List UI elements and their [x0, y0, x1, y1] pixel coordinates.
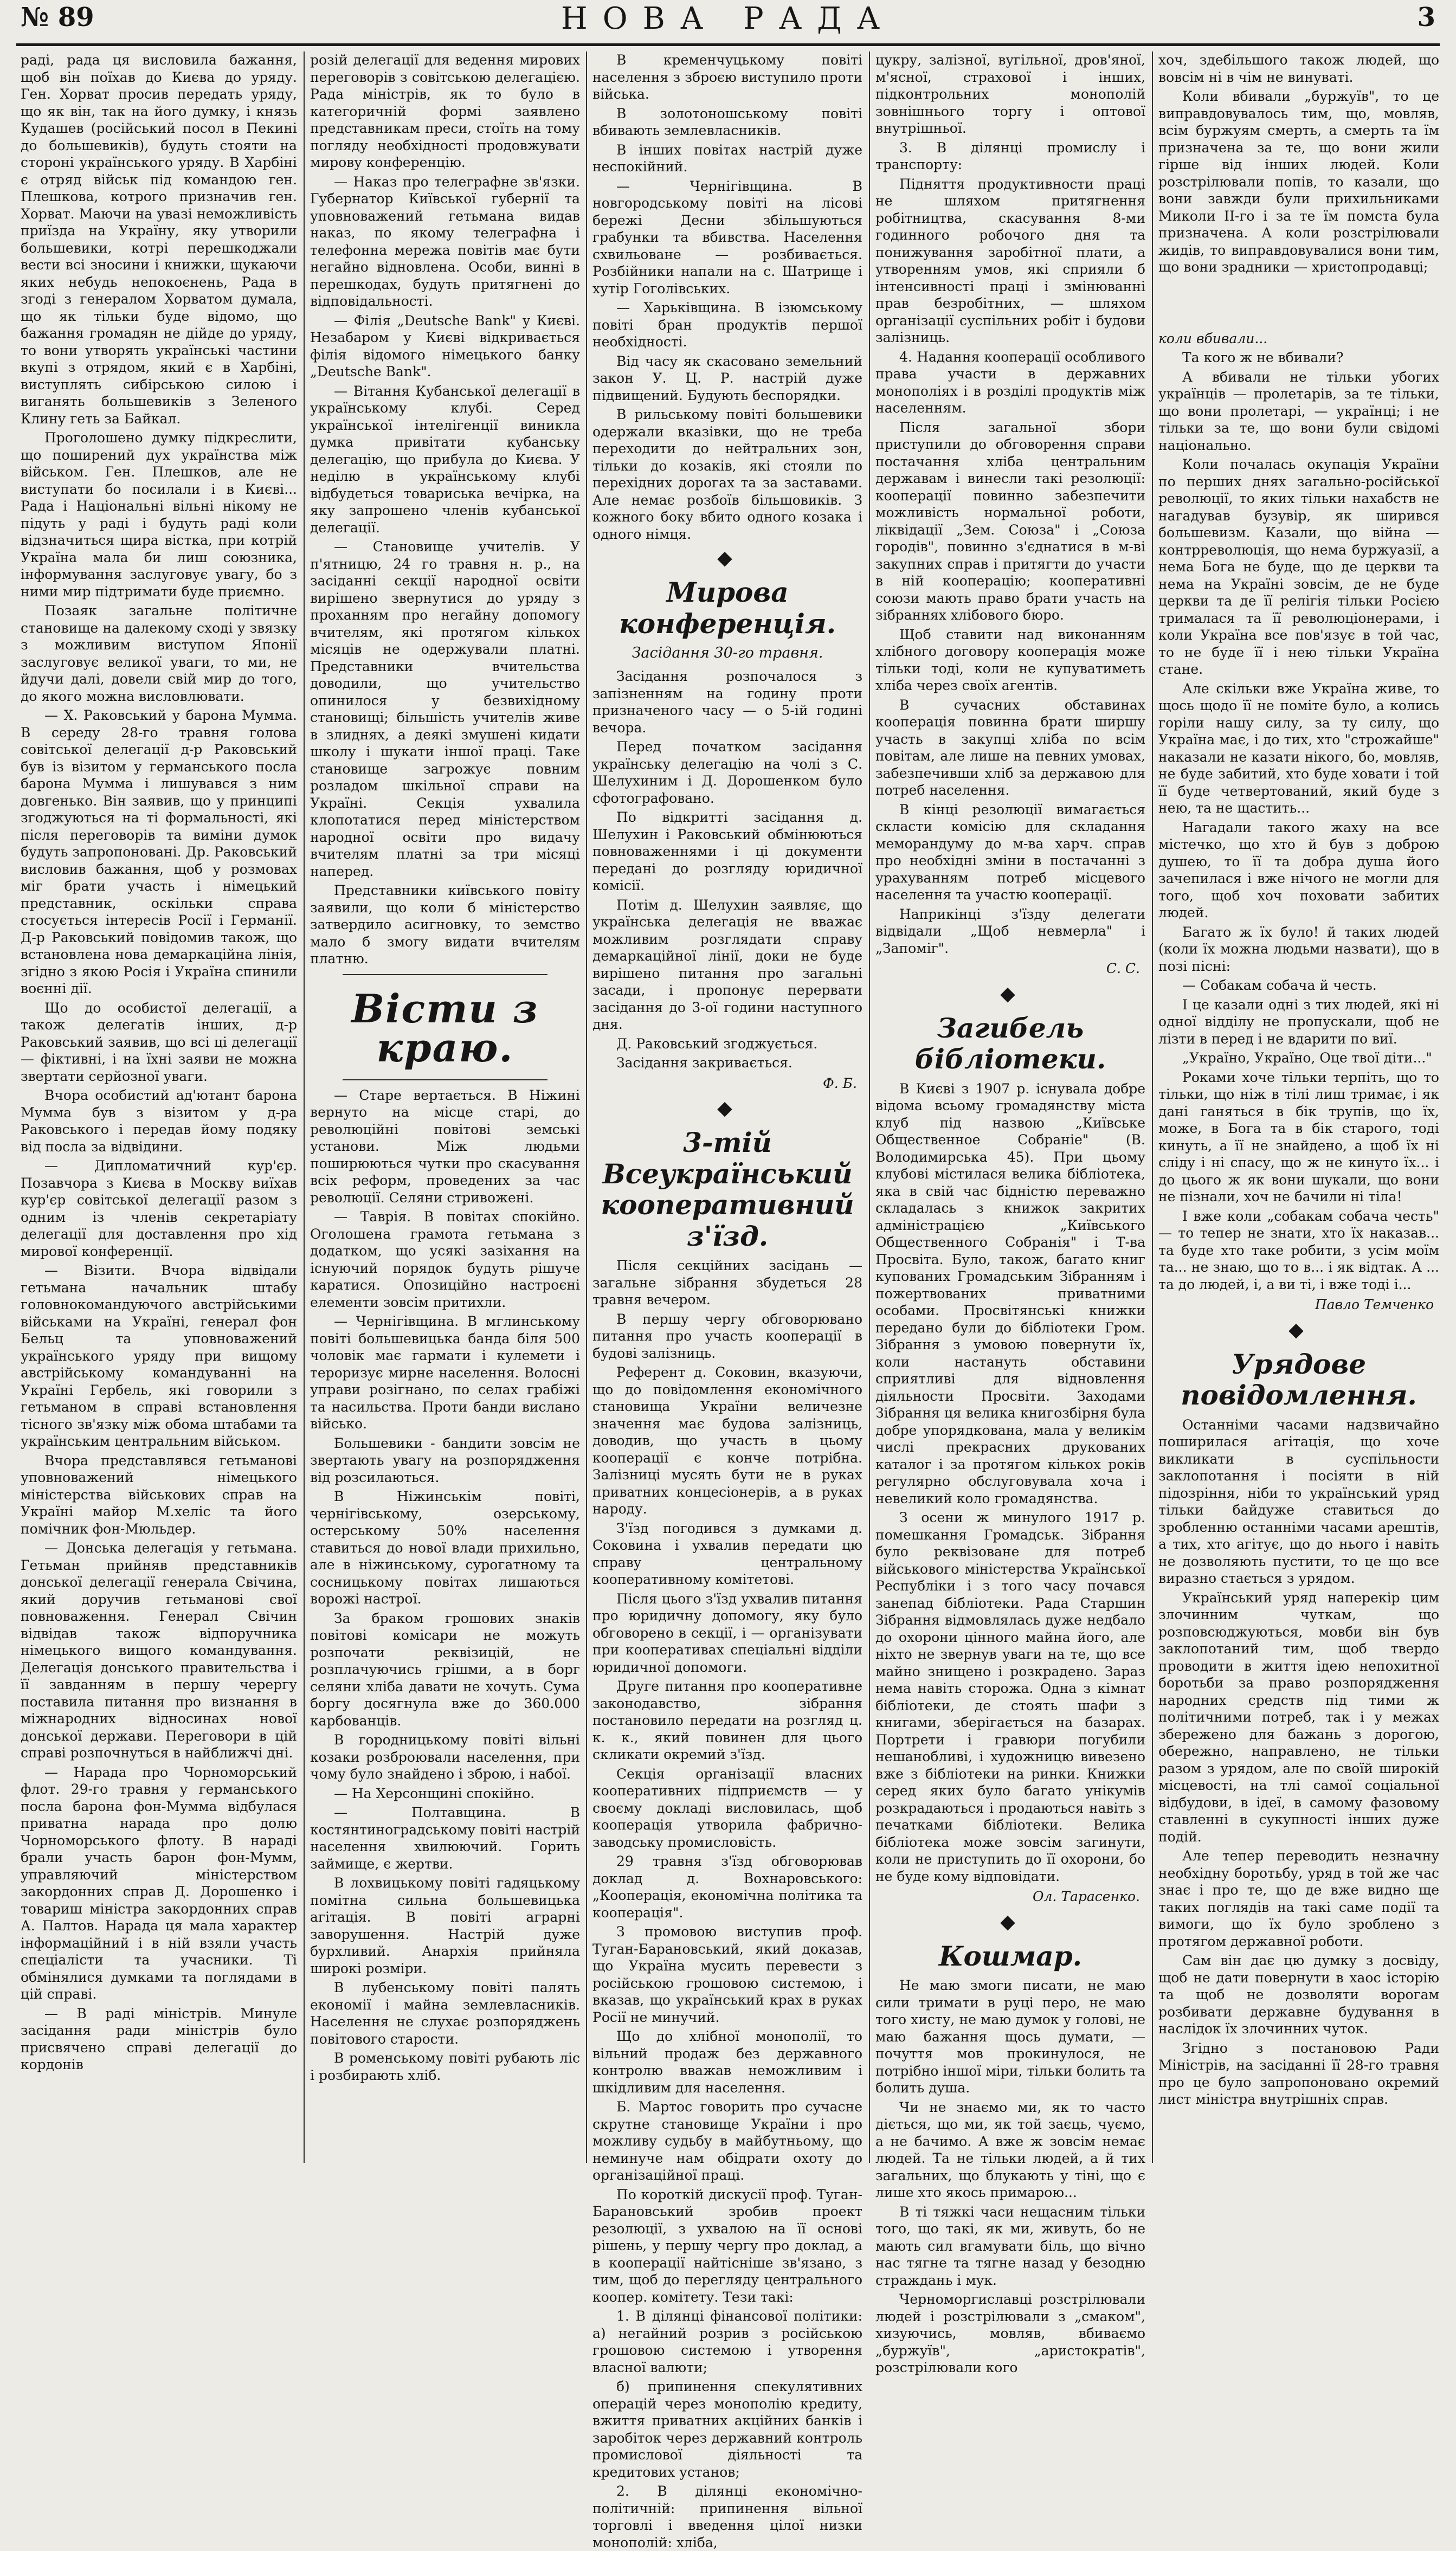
article-paragraph: — Собакам собача й честь.	[1182, 977, 1377, 993]
article-paragraph: Сам він дає цю думку з досвіду, щоб не дати повернути в хаос історію та щоб не дозволяти ворогам розбивати державне будування в наслідок їх злочинних чуток.	[1158, 1953, 1439, 2037]
article-paragraph: коли вбивали...	[1158, 330, 1268, 346]
section-heading-cooperative-congress: 3-тій Всеукраїнський кооперативний з'їзд.	[601, 1126, 854, 1252]
article-paragraph: В городницькому повіті вільні козаки розброювали населення, при чому було знайдено і зброю, і набої.	[310, 1732, 580, 1782]
quoted-verse: „Україно, Україно, Оце твої діти..."	[1182, 1050, 1432, 1066]
author-signature: Павло Темченко	[1315, 1297, 1434, 1312]
article-paragraph: б) припинення спекулятивних операцій через монополію кредиту, вжиття приватних акційних банків і заробіток через державний контроль промислової діяльності та кредитових установ;	[592, 2379, 862, 2480]
news-item: — Донська делегація у гетьмана. Гетьман прийняв представників донської делегації генерала Свічина, який доручив гетьманові свої повноваження. Генерал Свічин відвідав також відпоручника німецького вищого командування. Делегація донського правительства і її завданням в першу черергу поставила питання про визнання в міжнародних відносинах нової донської держави. Переговори в цій справі розпочнуться в найближчі дні.	[21, 1540, 297, 1761]
article-paragraph: В кінці резолюції вимагається скласти комісію для складання меморандуму до м-ва харч. справ про необхідні зміни в постачанні з урахуванням потреб місцевого населення та участю кооперації.	[875, 801, 1145, 903]
article-paragraph: Не маю змоги писати, не маю сили тримати в руці перо, не маю того хисту, не маю думок у голові, не маю бажання щось думати, — почуття мов прокинулося, не потрібно іншої міри, тільки болить та болить душа.	[875, 1977, 1145, 2096]
article-paragraph: розій делегації для ведення мирових переговорів з совітською делегацією. Рада міністрів, як то було в категоричній формі заявлено представникам преси, стоїть на тому погляду необхідності продовжувати мирову конференцію.	[310, 52, 580, 170]
article-paragraph: Чи не знаємо ми, як то часто діється, що ми, як той заєць, чуємо, а не бачимо. А вже ж зовсім немає людей. Та не тільки людей, а й тих загальних, що блукають у тіні, що є лише хто якось примарою...	[875, 2099, 1145, 2200]
news-item: — Вітання Кубанської делегації в українському клубі. Серед української інтелігенції виникла думка привітати кубанську делегацію, що прибула до Києва. У неділю в українському клубі відбудеться товариська вечірка, на яку запрошено членів кубанської делегації.	[310, 383, 580, 536]
article-paragraph: З промовою виступив проф. Туган-Барановський, який доказав, що Україна мусить перевести з російською грошовою системою, і вказав, що український крах в руках Росії не минучий.	[592, 1924, 862, 2025]
article-paragraph: А вбивали не тільки убогих українців — пролетарів, за те тільки, що вони пролетарі, — українці; і не тільки за те, що вони були свідомі національно.	[1158, 369, 1439, 453]
news-item: — Чернігівщина. В мглинському повіті большевицька банда біля 500 чоловік має гармати і кулемети і тероризує мирне населення. Волосні управи розігнано, по селах грабіжі та насильства. Проти банди вислано військо.	[310, 1313, 580, 1432]
article-paragraph: В рильському повіті большевики одержали вказівки, що не треба переходити до нейтральних зон, тільки до козаків, які стояли по перехідних дорогах та за заставами. Але немає розбоїв більшовиків. З кожного боку вбито одного козака і одного німця.	[592, 407, 862, 542]
article-paragraph: Наприкінці з'їзду делегати відвідали „Щоб невмерла" і „Запоміг".	[875, 906, 1145, 956]
column-5	[1158, 51, 1439, 2163]
article-paragraph: 2. В ділянці економічно-політичній: припинення вільної торговлі і введення цілої низки монополій: хліба,	[592, 2483, 862, 2550]
article-paragraph: Багато ж їх було! й таких людей (коли їх можна людьми назвати), що в позі пісні:	[1158, 924, 1439, 974]
author-signature: Ф. Б.	[823, 1075, 857, 1091]
article-paragraph: Коли почалась окупація України по перших днях загально-російської революції, то яких тільки нахабств не нагадував бузувір, як ширився большевизм. Казали, що війна — контрреволюція, що нема буржуазії, а нема Бога не буде, що де церкви та нема на Україні зовсім, де не буде церкви та де її релігія тільки Росією трималася та її революціонерами, і коли Україна все пов'язує в той час, то не буде її і нею тільки Україна стане.	[1158, 456, 1439, 677]
article-paragraph: цукру, залізної, вугільної, дров'яної, м'ясної, страхової і інших, підконтрольних монополій зовнішнього торгу і оптової внутрішньої.	[875, 52, 1145, 136]
article-paragraph: І це казали одні з тих людей, які ні одної відділу не пропускали, щоб не лізти в перед і не вдарити по виї.	[1158, 996, 1439, 1047]
news-item: — На Херсонщині спокійно.	[334, 1785, 535, 1801]
news-item: — Таврія. В повітах спокійно. Оголошена грамота гетьмана з додатком, що усякі зазіхання на існуючий порядок будуть рішуче каратися. Опозиційно настроєні елементи зовсім притихли.	[310, 1209, 580, 1310]
article-paragraph: Д. Раковський згоджується.	[616, 1035, 818, 1052]
news-item: — Дипломатичний кур'єр. Позавчора з Києва в Москву виїхав кур'єр совітської делегації разом з одним із членів секретаріату делегації для доставлення про хід мирової конференції.	[21, 1158, 297, 1259]
ornament-divider: ◆	[717, 547, 738, 569]
article-paragraph: Друге питання про кооперативне законодавство, зібрання постановило передати на розгляд ц. к. к., який повинен для цього скликати окремий з'їзд.	[592, 1678, 862, 1762]
news-item: — Становище учителів. У п'ятницю, 24 го травня н. р., на засіданні секції народної освіти вирішено звернутися до уряду з проханням про негайну допомогу вчителям, які протягом кількох місяців не одержували платні. Представники вчительства доводили, що учительство опинилося у безвихідному становищі; більшість учителів живе в злиднях, а деякі змушені кидати школу і шукати іншої праці. Таке становище загрожує повним розладом шкільної справи на Україні. Секція ухвалила клопотатися перед міністерством народної освіти про видачу вчителям платні за три місяці наперед.	[310, 539, 580, 879]
article-paragraph: Щоб ставити над виконанням хлібного договору кооперація може тільки тоді, коли не купуватиметь хліба через своїх агентів.	[875, 626, 1145, 693]
article-paragraph: Згідно з постановою Ради Міністрів, на засіданні її 28-го травня про це було запропоновано окремий лист міністра внутрішніх справ.	[1158, 2040, 1439, 2107]
article-paragraph: З осени ж минулого 1917 р. помешкання Громадськ. Зібрання було реквізоване для потреб військового міністерства Української Республіки і з того часу почався занепад бібліотеки. Рада Старшин Зібрання відмовлялась дуже недбало до охорони цінного майна його, але ніхто не звернув уваги на те, що все майно знищено і розкрадено. Зараз нема навіть сторожа. Одна з кімнат бібліотеки, де стоять шафи з книгами, зберігається на базарах. Портрети і гравюри погубили нешанобливі, і художницю вивезено вже з бібліотеки на ринки. Книжки серед яких було багато унікумів розкрадаються і продаються навіть з печатками бібліотеки. Велика бібліотека може зовсім загинути, коли не приступить до її охорони, бо не буде кому відповідати.	[875, 1510, 1145, 1884]
section-heading-government-notice: Урядове повідомлення.	[1181, 1348, 1417, 1411]
issue-number: № 89	[21, 2, 94, 33]
section-separator	[343, 1079, 547, 1080]
column-4	[875, 51, 1145, 2375]
article-paragraph: В Києві з 1907 р. існувала добре відома всьому громадянству міста клуб під назвою „Київське Общественное Собраніе" (В. Володимирська 45). При цьому клубові містилася велика бібліотека, яка в свій час бідністю переважно складалась з книжок закритих адміністрацією „Київського Общественного Собранія" і Т-ва Просвіта. Було, також, багато книг купованих Громадським Зібранням і пожертвованих приватними особами. Просвітянські книжки передано були до бібліотеки Гром. Зібрання з умовою повернути їх, коли настануть обставини сприятливі для відновлення діяльности Просвіти. Заходами Зібрання ця велика книгозбірня була добре упорядкована, мала у великім числі прекрасних друкованих каталог і за протягом кількох років регулярно обслуговувала хоча і невеликий коло громадянства.	[875, 1080, 1145, 1506]
article-paragraph: Підняття продуктивности праці не шляхом притягнення робітництва, скасування 8-ми годинного робочого дня та понижування заробітної плати, а утворенням умов, які сприяли б інтенсивності праці і змінюванні прав безробітних, — шляхом організації суспільних робіт і будови залізниць.	[875, 176, 1145, 345]
article-paragraph: Роками хоче тільки терпіть, що то тільки, що ніж в тілі лиш тримає, і як дані ганяться в бік трупів, що їх, може, в Бога та в бік старого, тоді кинуть, а її не знайдено, а щоб їх ні сліду і ні спасу, що ж не кинуто їх... і до цього ж як вони шукали, що вони не пізнали, хоч не бачили ні тіла!	[1158, 1069, 1439, 1204]
column-2	[310, 51, 580, 2163]
article-paragraph: По відкритті засідання д. Шелухин і Раковський обмінюються повноваженнями і ці документи передані до розгляду юридичної комісії.	[592, 809, 862, 893]
article-paragraph: Большевики - бандити зовсім не звертають увагу на розпорядження від розсилаються.	[310, 1435, 580, 1485]
article-paragraph: В золотоношському повіті вбивають землевласників.	[592, 105, 862, 138]
article-paragraph: Що до особистої делегації, а також делегатів інших, д-р Раковський заявив, що всі ці делегації — фіктивні, і на їхні заяви не можна звертати серйозної уваги.	[21, 1000, 297, 1084]
news-item: — Наказ про телеграфне зв'язки. Губернатор Київської губернії та уповноважений гетьмана видав наказ, по якому телеграфна і телефонна мережа повітів має бути негайно відновлена. Особи, винні в перешкодах, будуть притягнені до відповідальності.	[310, 173, 580, 309]
column-3	[592, 51, 862, 2550]
article-paragraph: Але скільки вже Україна живе, то щось щодо її не поміте було, а колись горіли нашу силу, за ту силу, що Україна має, і до тих, хто "строжайше" наказали не казати нікого, бо, мовляв, не буде забитий, хто буде ховати і той її буде четвертований, який буде з нею, та не щастить...	[1158, 680, 1439, 816]
article-paragraph: З'їзд погодився з думками д. Соковина і ухвалив передати цю справу центральному кооперативному комітетові.	[592, 1520, 862, 1587]
article-paragraph: По короткій дискусії проф. Туган-Барановський зробив проект резолюції, з ухвалою на її основі рішень, у першу чергу про доклад, а в кооперації найтісніше зв'язано, з тим, щоб до перегляду центрального коопер. комітету. Тези такі:	[592, 2186, 862, 2305]
article-paragraph: 29 травня з'їзд обговорював доклад д. Вохнаровського: „Кооперація, економічна політика та кооперація".	[592, 1853, 862, 1921]
article-paragraph: Перед початком засідання українську делегацію на чолі з С. Шелухиним і Д. Дорошенком було сфотографовано.	[592, 739, 862, 806]
ornament-divider: ◆	[1000, 1910, 1021, 1933]
column-divider	[586, 51, 587, 2163]
article-paragraph: В Ніжинськім повіті, чернігівському, озерському, остерському 50% населення ставиться до нової влади прихильно, але в ніжинському, сурогатному та сосницькому повітах лишаються ворожі настрої.	[310, 1489, 580, 1607]
newspaper-title: НОВА РАДА	[561, 1, 895, 36]
news-item: — Візити. Вчора відвідали гетьмана начальник штабу головнокомандуючого австрійськими військами на Україні, генерал фон Бельц та уповноважений українського уряду при вищому австрійському командуванні на Україні Гербель, які говорили з гетьманом в справі встановлення тісного зв'язку між обома штабами та українським центральним військом.	[21, 1262, 297, 1449]
article-paragraph: В кременчуцькому повіті населення з зброєю виступило проти війська.	[592, 52, 862, 102]
article-paragraph: В сучасних обставинах кооперація повинна брати ширшу участь в закупці хліба по всім повітам, але лише на певних умовах, забезпечивши хліб за державою для потреб населення.	[875, 697, 1145, 798]
ornament-divider: ◆	[1000, 982, 1021, 1005]
article-paragraph: 4. Надання кооперації особливого права участи в державних монополіях і в розділі продуктів між населенням.	[875, 349, 1145, 416]
section-separator	[343, 974, 547, 975]
section-heading-nightmare: Кошмар.	[938, 1940, 1083, 1972]
column-1	[21, 51, 297, 2163]
news-item: — Полтавщина. В костянтиноградському повіті настрій населення хвилюючий. Горить займище, є жертви.	[310, 1805, 580, 1872]
article-paragraph: Вчора особистий ад'ютант барона Мумма був з візитом у д-ра Раковського і передав йому подяку від посла за відвідини.	[21, 1087, 297, 1155]
news-item: — Чернігівщина. В новгородському повіті на лісові бережі Десни збільшуються грабунки та вбивства. Населення схвильоване — розбивається. Розбійники напали на с. Шатрище і хутір Гоголівських.	[592, 178, 862, 297]
article-paragraph: В роменському повіті рубають ліс і розбирають хліб.	[310, 2050, 580, 2083]
section-heading-peace-conference: Мирова конференція.	[619, 576, 836, 640]
section-subheading: Засідання 30-го травня.	[632, 645, 823, 661]
article-paragraph: Засідання розпочалося з запізненням на годину проти призначеного часу — о 5-ій годині вечора.	[592, 668, 862, 736]
masthead	[16, 0, 1440, 46]
news-item: — В раді міністрів. Минуле засідання ради міністрів було присвячено справі делегації до кордонів	[21, 2005, 297, 2072]
article-paragraph: В інших повітах настрій дуже неспокійний.	[592, 141, 862, 175]
news-item: — Харьківщина. В ізюмському повіті бран продуктів першої необхідності.	[592, 300, 862, 350]
ornament-divider: ◆	[717, 1097, 738, 1119]
article-paragraph: Нагадали такого жаху на все містечко, що хто й був з доброю душею, то її та добра душа його зачепилася і вже нічого не могли для того, щоб хоч поховати забитих людей.	[1158, 819, 1439, 920]
news-item: — Філія „Deutsche Bank" у Києві. Незабаром у Києві відкривається філія відомого німецького банку „Deutsche Bank".	[310, 312, 580, 379]
author-signature: Ол. Тарасенко.	[1033, 1889, 1140, 1904]
article-paragraph: Черноморгиславці розстрілювали людей і розстрілювали з „смаком", хизуючись, мовляв, вбиваємо „буржуїв", „аристократів", розстрілювали кого	[875, 2291, 1145, 2375]
section-heading-news-from-regions: Вісти з краю.	[351, 985, 539, 1071]
news-item: — Х. Раковський у барона Мумма. В середу 28-го травня голова совітської делегації д-р Раковський був із візитом у германського посла барона Мумма і лишувався з ним довгенько. Він заявив, що у принципі згоджуються на ті формальності, які після переговорів та виміни думок будуть запропоновані. Др. Раковський висловив бажання, щоб у розмовах міг брати участь і німецький представник, оскільки справа стосується інтересів Росії і Германії. Д-р Раковський повідомив також, що встановлена нова демаркаційна лінія, згідно з якою Росія і Україна спинили воєнні дії.	[21, 707, 297, 996]
article-paragraph: Після секційних засідань — загальне зібрання збудеться 28 травня вечером.	[592, 1258, 862, 1307]
article-paragraph: Потім д. Шелухин заявляє, що українська делегація не вважає можливим розглядати справу демаркаційної лінії, доки не буде вирішено питання про загальні засади, і пропонує перервати засідання до 3-ої години наступного дня.	[592, 897, 862, 1032]
section-heading-library-loss: Загибель бібліотеки.	[914, 1012, 1106, 1075]
page-number: 3	[1417, 2, 1435, 33]
article-paragraph: І вже коли „собакам собача честь" — то тепер не знати, хто їх наказав... та буде хто таке робити, з усім моїм та... не знаю, що то в... і як відтак. А ... та до людей, і, а ви ті, і вже тоді і...	[1158, 1208, 1439, 1292]
news-item: — Старе вертається. В Ніжинi вернуто на місце старі, до революційні повітові земські установи. Між людьми поширюються чутки про скасування всіх реформ, проведених за час революції. Селяни стривожені.	[310, 1087, 580, 1206]
article-paragraph: В лубенському повіті палять економії і майна землевласників. Населення не слухає розпоряджень повітового старости.	[310, 1980, 580, 2047]
article-paragraph: Та кого ж не вбивали?	[1182, 350, 1344, 365]
article-paragraph: Коли вбивали „буржуїв", то це виправдовувалось тим, що, мовляв, всім буржуям смерть, а смерть та їм призначена за те, що вони жили гірше від інших людей. Коли розстрілювали попів, то казали, що вони завжди були прихильниками Миколи II-го і за те їм помста була призначена. А коли розстрілювали жидів, то виправдовувалися вони тим, що вони зрадники — христопродавці;	[1158, 88, 1439, 275]
article-paragraph: Референт д. Соковин, вказуючи, що до повідомлення економічного становища України величезне значення має будова залізниць, доводив, що участь в цьому кооперації є конче потрібна. Залізниці мусять бути не в руках приватних концесіонерів, а в руках народу.	[592, 1364, 862, 1517]
column-divider	[304, 51, 305, 2163]
article-paragraph: В лохвицькому повіті гадяцькому помітна сильна большевицька агітація. В повіті аграрні заворушення. Настрій дуже бурхливий. Анархія прийняла широкі розміри.	[310, 1875, 580, 1976]
article-paragraph: Український уряд наперекір цим злочинним чуткам, що розповсюджуються, мовби він був заклопотаний тим, щоб твердо проводити в життя ідею непохитної боротьби за право розпорядження народних средств під тими ж політичними потреб, так і у межах збережено для бажань з дорогою, обережно, направлено, не тільки разом з урядом, але по своїй широкій місцевості, на тлі самої соціальної відбудови, в ідеї, в самому фазовому ставленні в сукупності інших дуже подій.	[1158, 1589, 1439, 1845]
article-paragraph: Засідання закривається.	[616, 1055, 793, 1071]
article-paragraph: В першу чергу обговорювано питання про участь кооперації в будові залізниць.	[592, 1311, 862, 1361]
article-paragraph: Вчора представлявся гетьманові уповноважений німецького міністерства військових справ на Україні майор М.хеліс та його помічник фон-Мюльдер.	[21, 1452, 297, 1537]
article-paragraph: В ті тяжкі часи нещасним тільки того, що такі, як ми, живуть, бо не мають сил вгамувати біль, що вічно нас тягне та тягне назад у безодню страждань і мук.	[875, 2204, 1145, 2288]
news-item: — Нарада про Чорноморський флот. 29-го травня у германського посла барона фон-Мумма відбулася приватна нарада про долю Чорноморського флоту. В нараді брали участь барон фон-Мумм, управляючий міністерством закордонних справ Д. Дорошенко і товариш міністра закордонних справ А. Палтов. Нарада ця мала характер інформаційний і в ній взяли участь спеціалісти та учасники. Ті обмінялися думками та поглядами в цій справі.	[21, 1764, 297, 2002]
article-paragraph: 1. В ділянці фінансової політики: а) негайний розрив з російською грошовою системою і утворення власної валюти;	[592, 2308, 862, 2375]
article-paragraph: Б. Мартос говорить про сучасне скрутне становище України і про можливу судьбу в майбутньому, що неминуче нам обідрати охоту до організаційної праці.	[592, 2099, 862, 2183]
article-paragraph: Від часу як скасовано земельний закон У. Ц. Р. настрій дуже підвищений. Будують беспорядки.	[592, 353, 862, 403]
article-paragraph: Останніми часами надзвичайно поширилася агітація, що хоче викликати в суспільности заклопотання і посіяти в ній підозріння, ніби то український уряд тільки байдуже ставиться до зробленню останніми часами арештів, а тих, хто агітує, що до нього і навіть не дозволяють пустити, то це що все виразно стається з урядом.	[1158, 1416, 1439, 1586]
article-paragraph: Після загальної збори приступили до обговорення справи постачання хліба центральним державам і винесли такі резолюції: кооперації повинно забезпечити можливість нормальної роботи, ліквідації „Зем. Союза" і „Союза городів", повинно з'єднатися в м-ві закупних справ і притягти до участи в ній кооперацію; кооперативні союзи мають право брати участь на зібраннях хлібового бюро.	[875, 419, 1145, 623]
article-paragraph: Що до хлібної монополії, то вільний продаж без державного контролю вважав неможливим і шкідливим для населення.	[592, 2028, 862, 2096]
ornament-divider: ◆	[1289, 1318, 1309, 1341]
article-paragraph: 3. В ділянці промислу і транспорту:	[875, 139, 1145, 172]
article-paragraph: раді, рада ця висловила бажання, щоб він поїхав до Києва до уряду. Ген. Хорват просив передать уряду, що як він, так на його думку, і князь Кудашев (російський посол в Пекині до большевиків), будуть стояти на стороні українського уряду. В Харбіні є отряд військ під командою ген. Плешкова, котрого призначив ген. Хорват. Маючи на увазі неможливість приїзда на Україну, яку утворили большевики, котрі перешкоджали вести всі зносини і книжки, щукаючи яких небудь непокоєнень, Рада в згоді з генералом Хорватом думала, що як тільки буде відомо, що бажання громадян не дійде до уряду, то вони утворять українські частини вкупі з отрядом, який є в Харбіні, виступлять сибірською силою і виганять большевиків з Зеленого Клину геть за Байкал.	[21, 52, 297, 427]
column-divider	[869, 51, 870, 2163]
article-paragraph: За браком грошових знаків повітові комісари не можуть розпочати реквізицій, не розплачуючись грішми, а в борг селяни хліба давати не хочуть. Сума боргу досягнула вже до 360.000 карбованців.	[310, 1610, 580, 1729]
page-gap	[1158, 278, 1439, 330]
article-paragraph: Позаяк загальне політичне становище на далекому сході у звязку з можливим виступом Японії заслуговує великої уваги, то ми, не йдучи далі, довели свій мир до того, до якого можна висловлювати.	[21, 603, 297, 704]
article-paragraph: Представники київського повіту заявили, що коли б міністерство затвердило асигновку, то земство мало б змогу видати вчителям платню.	[310, 882, 580, 967]
article-paragraph: хоч, здебільшого також людей, що вовсім ні в чім не винуваті.	[1158, 52, 1439, 85]
column-divider	[1152, 51, 1153, 2163]
author-signature: С. С.	[1106, 961, 1140, 976]
article-paragraph: Після цього з'їзд ухвалив питання про юридичну допомогу, яку було обговорено в секції, і — організувати при кооперативах спеціальні відділи юридичної допомоги.	[592, 1590, 862, 1675]
article-paragraph: Проголошено думку підкреслити, що поширений дух українства між військом. Ген. Плешков, але не виступати бо посилали і в Києві... Рада і Національні вільні нікому не підуть у раді і будуть раді коли відзначиться щира вістка, при котрій Україна мала би лиш союзника, інформування заслуговує увагу, бо з ними мир підтримати буде приємно.	[21, 430, 297, 600]
article-paragraph: Але тепер переводить незначну необхідну боротьбу, уряд в той же час знає і про те, що де вже видно ще таких поглядів на такі саме події та вимоги, що їх було зроблено з протягом державної роботи.	[1158, 1848, 1439, 1949]
article-paragraph: Секція організації власних кооперативних підприємств — у своєму докладі висловилась, щоб кооперація утворила фабрично-заводську промисловість.	[592, 1766, 862, 1850]
